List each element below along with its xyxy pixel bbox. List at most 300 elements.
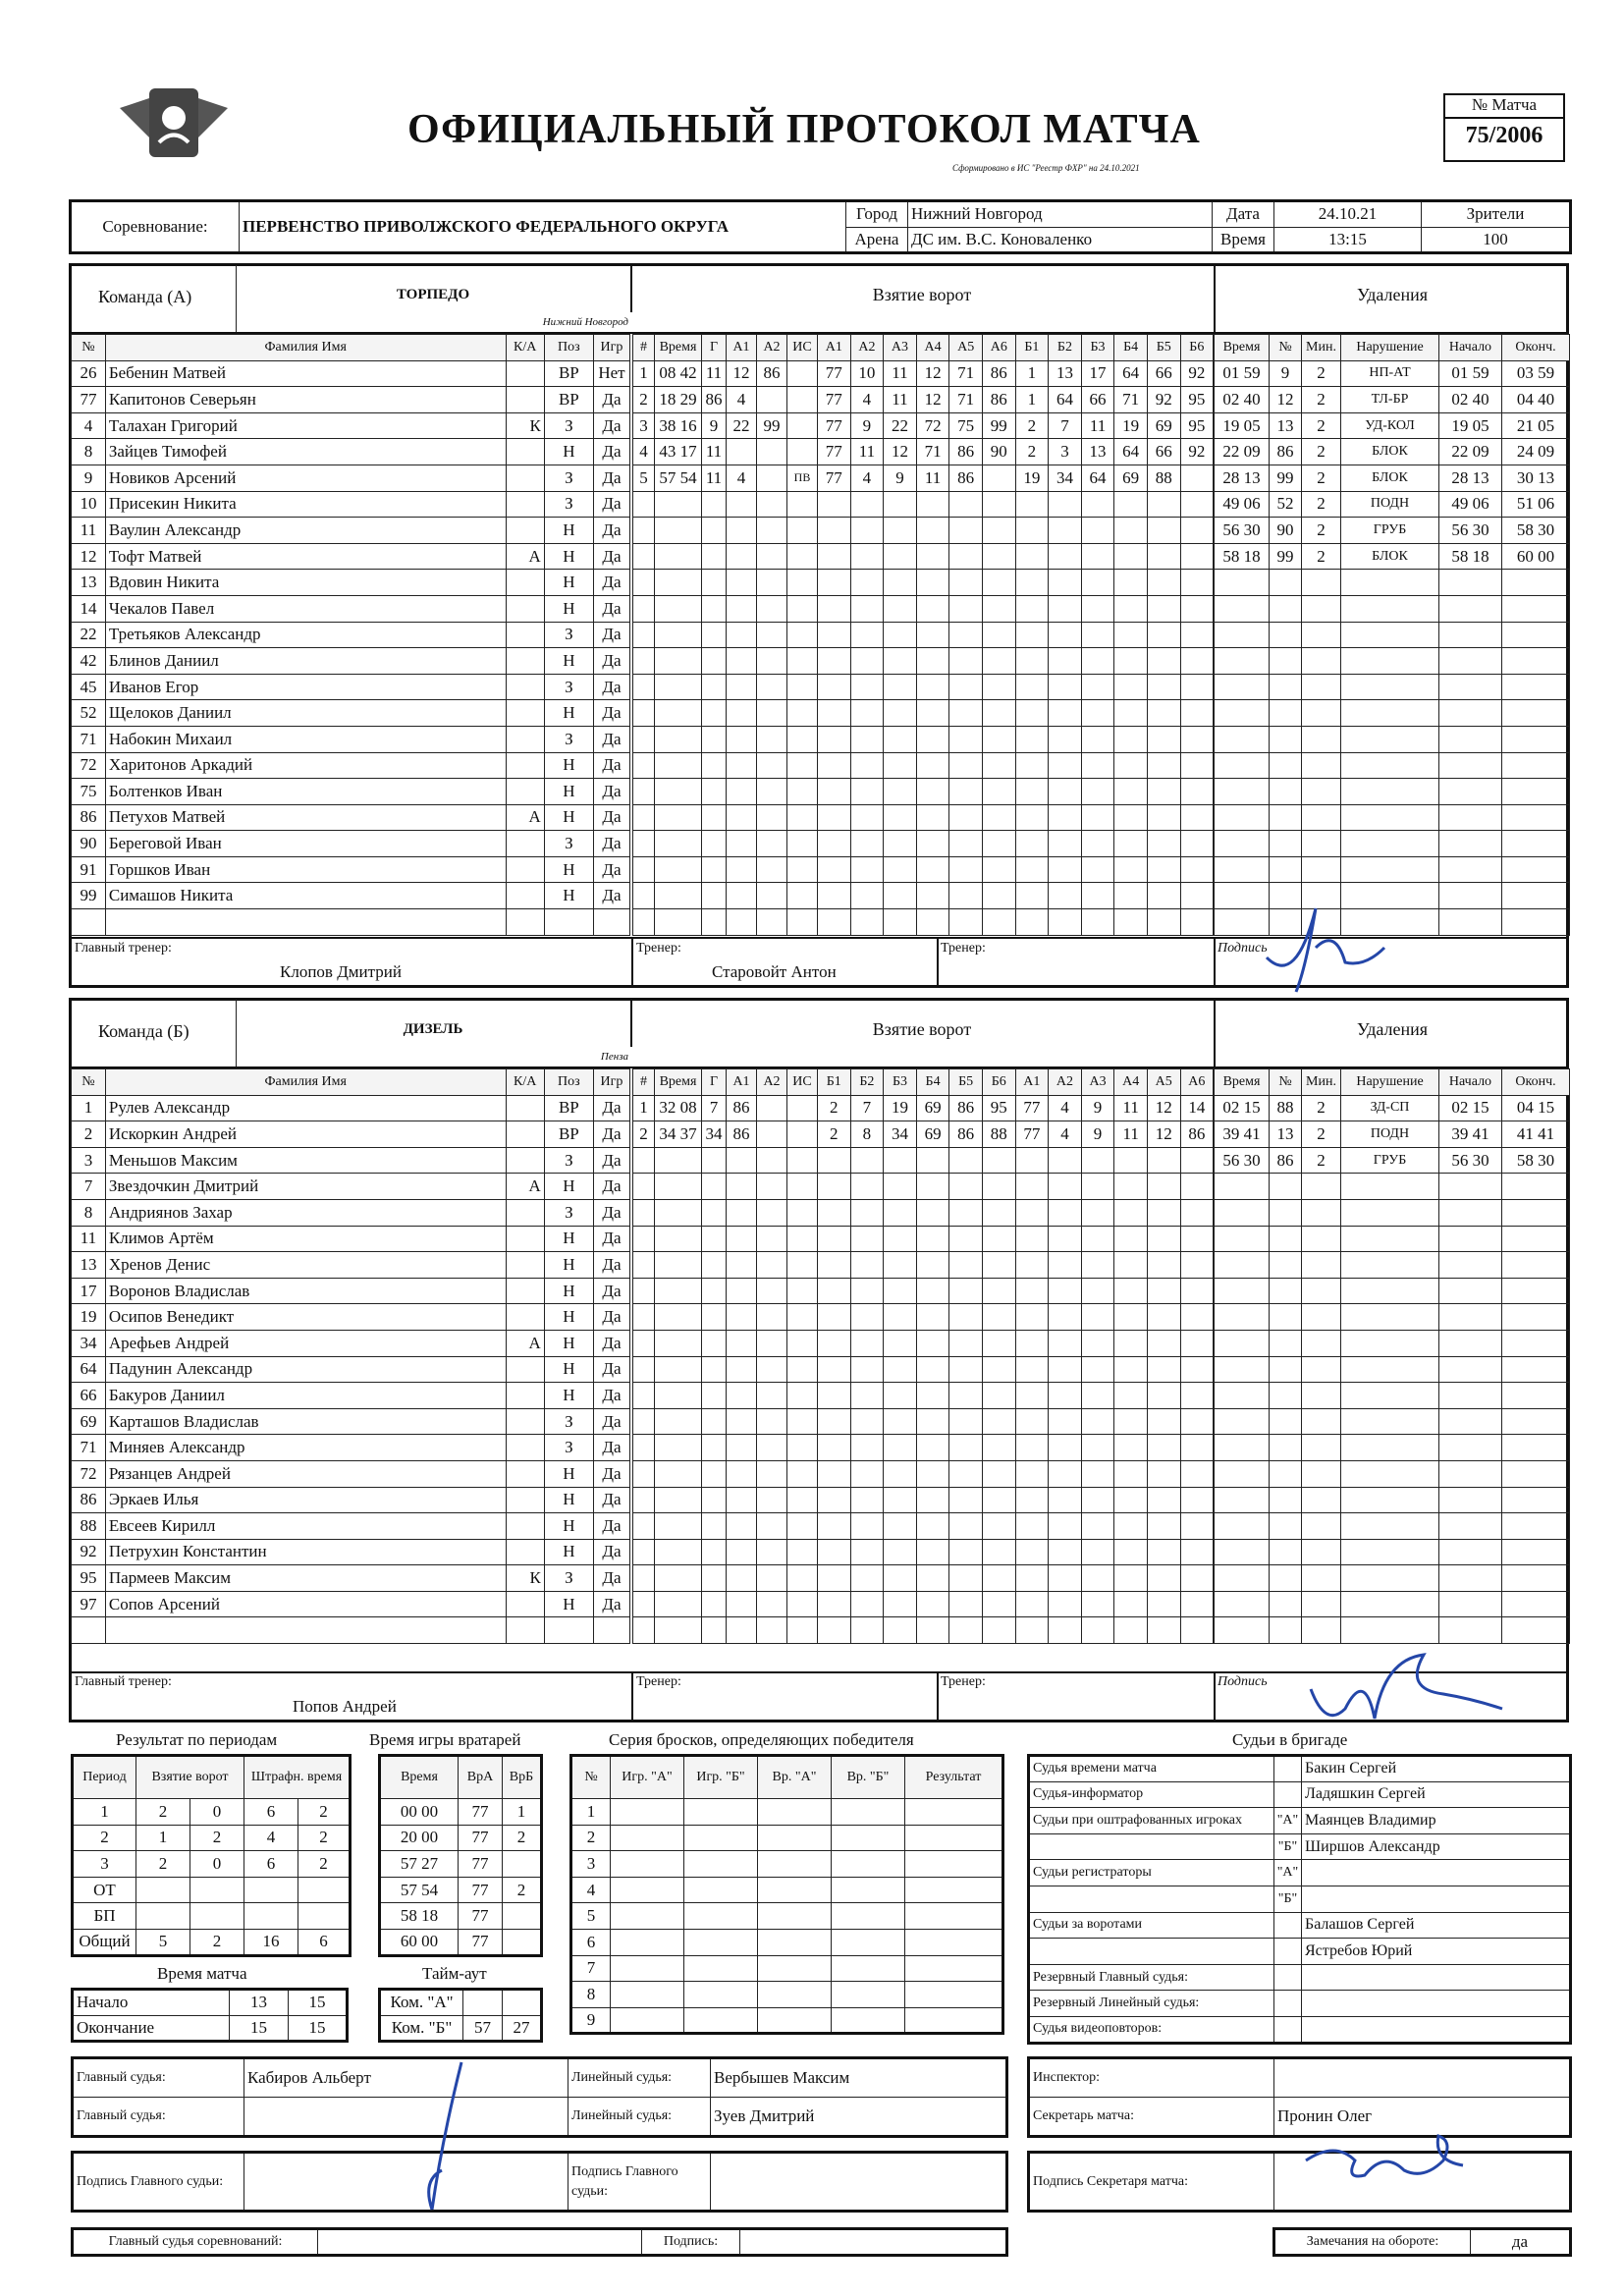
- team_a-city: Нижний Новгород: [542, 316, 628, 328]
- team_b-pen-cell: [1341, 1408, 1439, 1435]
- officials-role: Судья-информатор: [1029, 1781, 1274, 1808]
- team_a-goal-cell: [850, 595, 884, 622]
- shootout-row: [571, 1825, 1003, 1851]
- team_a-penalty-row: [1215, 622, 1570, 648]
- team_a-penalty-row: [1215, 856, 1570, 883]
- team_b-goal-cell: [916, 1356, 949, 1383]
- team_a-goal-cell: 66: [1081, 387, 1114, 413]
- team_a-roster-cell: ВР: [544, 360, 593, 387]
- team_b-goal-cell: 77: [1015, 1095, 1049, 1121]
- team_a-goal-row: [633, 622, 1214, 648]
- team_b-goal-cell: [1114, 1435, 1148, 1461]
- officials-role: Судьи регистраторы: [1029, 1860, 1274, 1886]
- team_b-goal-cell: [787, 1095, 818, 1121]
- periods-cell: [244, 1903, 298, 1930]
- team_b-goal-cell: [702, 1304, 727, 1331]
- team_b-goal-cell: [1114, 1591, 1148, 1617]
- team_b-goal-cell: [655, 1304, 702, 1331]
- team_b-goal-cell: [1081, 1408, 1114, 1435]
- shootout-cell: [905, 1955, 1003, 1982]
- team_a-roster-cell: Н: [544, 543, 593, 570]
- officials-role: Судьи при оштрафованных игроках: [1029, 1808, 1274, 1834]
- team_b-roster-head-4: Игр: [593, 1069, 629, 1096]
- team_b-pen-cell: 02 15: [1439, 1095, 1502, 1121]
- team_b-goal-cell: [1049, 1356, 1082, 1383]
- team_b-pen-cell: 13: [1270, 1121, 1302, 1148]
- officials-row: [1029, 2016, 1571, 2043]
- team_a-goal-cell: [757, 595, 787, 622]
- team_b-goal-cell: [884, 1356, 917, 1383]
- team_b-goal-cell: [1114, 1147, 1148, 1174]
- team_a-roster-head-2: К/А: [506, 335, 544, 361]
- team_a-goal-cell: [787, 518, 818, 544]
- team_a-goal-cell: [655, 648, 702, 675]
- team_b-goal-cell: [850, 1304, 884, 1331]
- shootout-cell: [758, 1825, 832, 1851]
- team_a-goal-cell: [702, 700, 727, 727]
- team_a-goal-cell: [850, 752, 884, 779]
- periods-cell: [136, 1877, 190, 1903]
- team_b-goal-cell: [982, 1565, 1015, 1592]
- team_b-goal-cell: 77: [1015, 1121, 1049, 1148]
- team_b-roster-cell: Эркаев Илья: [105, 1487, 506, 1513]
- team_b-pen-cell: 04 15: [1502, 1095, 1570, 1121]
- goalie-head-1: ВрА: [459, 1756, 503, 1799]
- team_a-goal-cell: [916, 622, 949, 648]
- team_a-roster-cell: Н: [544, 856, 593, 883]
- team_b-pen-cell: [1502, 1383, 1570, 1409]
- team_b-goal-row: [633, 1304, 1214, 1331]
- team_a-pen-head-5: Оконч.: [1502, 335, 1570, 361]
- team_b-goal-cell: [787, 1383, 818, 1409]
- team_b-roster-row: [72, 1460, 630, 1487]
- team_b-penalty-row: [1215, 1095, 1570, 1121]
- team_a-goal-cell: [702, 491, 727, 518]
- team_b-pen-cell: [1302, 1174, 1341, 1200]
- team_a-goal-cell: [850, 779, 884, 805]
- team_a-goal-cell: [633, 543, 655, 570]
- team_b-goal-cell: 34: [702, 1121, 727, 1148]
- team_b-goal-cell: [727, 1487, 757, 1513]
- officials-row: [1029, 1939, 1571, 1965]
- team_a-roster-cell: [506, 570, 544, 596]
- shootout-row: [571, 1851, 1003, 1878]
- goalie-cell: [503, 1903, 542, 1930]
- team_a-roster-cell: З: [544, 622, 593, 648]
- team_b-goal-row: [633, 1539, 1214, 1565]
- team_a-goal-cell: [757, 726, 787, 752]
- team_b-pen-cell: [1215, 1435, 1270, 1461]
- team_b-goal-cell: [916, 1460, 949, 1487]
- team_a-pen-cell: [1215, 726, 1270, 752]
- team_b-goal-cell: 19: [884, 1095, 917, 1121]
- shootout-cell: [905, 1903, 1003, 1930]
- team_b-goal-cell: [1049, 1487, 1082, 1513]
- team_a-roster-cell: Н: [544, 518, 593, 544]
- team_a-roster-cell: [72, 909, 106, 936]
- team_a-penalty-row: [1215, 570, 1570, 596]
- team_a-goal-cell: 88: [1147, 465, 1180, 491]
- team_b-roster-cell: [105, 1617, 506, 1644]
- team_b-roster-cell: [506, 1513, 544, 1540]
- team_a-goal-cell: [1049, 674, 1082, 700]
- team_a-label: Команда (А): [98, 287, 192, 306]
- team_a-goal-cell: 95: [1180, 412, 1214, 439]
- team_b-goal-row: [633, 1408, 1214, 1435]
- periods-cell: 5: [136, 1929, 190, 1955]
- team_b-penalty-row: [1215, 1591, 1570, 1617]
- team_b-roster-cell: 64: [72, 1356, 106, 1383]
- team_a-goal-cell: [727, 674, 757, 700]
- team_a-goal-cell: [949, 543, 983, 570]
- team_b-roster-cell: 69: [72, 1408, 106, 1435]
- goalie-cell: 57 54: [380, 1877, 459, 1903]
- team_a-roster-cell: А: [506, 543, 544, 570]
- team_b-goal-cell: [757, 1226, 787, 1252]
- team_a-roster-cell: 91: [72, 856, 106, 883]
- team_a-pen-cell: 99: [1270, 465, 1302, 491]
- team_b-goal-cell: [884, 1199, 917, 1226]
- team_b-goal-cell: [787, 1199, 818, 1226]
- line-referee-label: Линейный судья:: [568, 2058, 711, 2098]
- team_b-roster-cell: Да: [593, 1252, 629, 1279]
- team_a-goal-cell: [757, 543, 787, 570]
- team_a-goal-cell: [884, 883, 917, 909]
- team_a-goal-cell: [1081, 779, 1114, 805]
- team_a-goal-cell: [757, 387, 787, 413]
- team_b-goal-cell: 1: [633, 1095, 655, 1121]
- team_b-goal-cell: [850, 1174, 884, 1200]
- team_b-goal-cell: [1049, 1383, 1082, 1409]
- team_b-goal-cell: [1147, 1330, 1180, 1356]
- team_b-penalty-row: [1215, 1356, 1570, 1383]
- team-a-coach2-label: Тренер:: [941, 941, 986, 956]
- sig-main2-field: [711, 2153, 1007, 2212]
- team_b-roster-cell: Да: [593, 1460, 629, 1487]
- team_b-goal-cell: [916, 1278, 949, 1304]
- arena: ДС им. В.С. Коноваленко: [908, 227, 1213, 253]
- periods-row: [73, 1903, 351, 1930]
- team_a-goal-cell: [850, 570, 884, 596]
- team_a-goal-cell: [884, 909, 917, 936]
- team_b-goal-cell: [982, 1435, 1015, 1461]
- team_b-roster-cell: Да: [593, 1330, 629, 1356]
- officials-row: [1029, 1860, 1571, 1886]
- team_a-goal-cell: [787, 439, 818, 465]
- officials-role: [1029, 1886, 1274, 1912]
- team_a-roster-cell: [506, 622, 544, 648]
- team_b-goal-cell: [949, 1513, 983, 1540]
- team_b-goal-cell: [949, 1356, 983, 1383]
- team_b-roster-row: [72, 1121, 630, 1148]
- team_b-roster-cell: Воронов Владислав: [105, 1278, 506, 1304]
- team_b-goal-cell: [655, 1147, 702, 1174]
- team_a-goal-cell: [727, 856, 757, 883]
- team_b-goal-cell: [757, 1408, 787, 1435]
- team_a-goals-head-6: А1: [818, 335, 851, 361]
- team_b-goal-row: [633, 1226, 1214, 1252]
- officials-name: [1302, 1886, 1571, 1912]
- team_a-roster-row: [72, 674, 630, 700]
- team_a-pen-cell: [1215, 595, 1270, 622]
- team_b-roster-row: [72, 1095, 630, 1121]
- team_a-goal-cell: [850, 491, 884, 518]
- team_b-goal-cell: [1015, 1199, 1049, 1226]
- team_a-goal-row: [633, 465, 1214, 491]
- team_a-goal-cell: [1147, 674, 1180, 700]
- team_b-roster-cell: 97: [72, 1591, 106, 1617]
- team_b-goal-cell: [1015, 1408, 1049, 1435]
- team_b-goal-cell: [655, 1356, 702, 1383]
- team_a-goal-cell: [982, 726, 1015, 752]
- team_b-goal-cell: [884, 1565, 917, 1592]
- team_b-goal-cell: [787, 1435, 818, 1461]
- team_b-goal-cell: [916, 1408, 949, 1435]
- team_a-pen-cell: [1341, 752, 1439, 779]
- team_a-goal-cell: [949, 726, 983, 752]
- team_a-goal-cell: [818, 595, 851, 622]
- team_a-pen-cell: [1302, 595, 1341, 622]
- team_a-roster-cell: [506, 779, 544, 805]
- shootout-row: [571, 1903, 1003, 1930]
- team_a-goal-cell: 86: [982, 360, 1015, 387]
- team_a-goal-cell: [702, 856, 727, 883]
- team_b-goal-cell: [818, 1278, 851, 1304]
- team_a-goal-cell: [1015, 700, 1049, 727]
- team_b-goal-cell: [727, 1356, 757, 1383]
- shootout-cell: [611, 1825, 684, 1851]
- team_a-pen-cell: [1502, 752, 1570, 779]
- team_b-penalty-row: [1215, 1383, 1570, 1409]
- team_a-goal-cell: [702, 570, 727, 596]
- team_b-goal-cell: [1015, 1252, 1049, 1279]
- team_a-pen-cell: 60 00: [1502, 543, 1570, 570]
- team_b-goal-cell: [818, 1487, 851, 1513]
- team_b-pen-cell: [1302, 1591, 1341, 1617]
- team_a-goal-cell: [1147, 700, 1180, 727]
- team_a-pen-cell: [1270, 674, 1302, 700]
- team_a-goal-cell: [727, 595, 757, 622]
- team_b-goal-cell: [1147, 1304, 1180, 1331]
- team-a-coach-signature: [1257, 889, 1394, 997]
- team_b-goal-row: [633, 1617, 1214, 1644]
- team_b-pen-cell: [1502, 1591, 1570, 1617]
- team_a-goal-cell: [1180, 883, 1214, 909]
- goalie-row: [380, 1903, 542, 1930]
- team_a-goal-cell: [787, 726, 818, 752]
- shootout-cell: 4: [571, 1877, 611, 1903]
- team_b-goal-cell: [949, 1330, 983, 1356]
- team_a-roster-cell: Харитонов Аркадий: [105, 752, 506, 779]
- team_b-roster-row: [72, 1278, 630, 1304]
- goalie-cell: 60 00: [380, 1929, 459, 1955]
- team_a-penalty-row: [1215, 543, 1570, 570]
- team_a-goal-cell: [633, 804, 655, 831]
- team_a-goal-cell: [1180, 543, 1214, 570]
- team_a-goal-cell: 1: [1015, 387, 1049, 413]
- team_a-goal-cell: [850, 674, 884, 700]
- team_b-goal-row: [633, 1460, 1214, 1487]
- team_b-goal-cell: [757, 1617, 787, 1644]
- shootout-cell: [832, 1851, 905, 1878]
- team_a-roster-cell: [506, 439, 544, 465]
- team_b-pen-cell: ЗД-СП: [1341, 1095, 1439, 1121]
- team_b-goal-cell: [1147, 1252, 1180, 1279]
- goalie-cell: [503, 1929, 542, 1955]
- periods-cell: 2: [136, 1799, 190, 1826]
- team_a-roster-cell: Н: [544, 648, 593, 675]
- team_a-goal-row: [633, 543, 1214, 570]
- team_b-goal-cell: [727, 1539, 757, 1565]
- team_a-pen-cell: [1341, 700, 1439, 727]
- team_a-goal-cell: [1180, 648, 1214, 675]
- team_b-goal-cell: [727, 1591, 757, 1617]
- team_a-roster-cell: [506, 883, 544, 909]
- team_a-goal-row: [633, 883, 1214, 909]
- team_b-goal-cell: [787, 1591, 818, 1617]
- team_a-goal-cell: [757, 883, 787, 909]
- team_a-roster-cell: Иванов Егор: [105, 674, 506, 700]
- team_b-goal-cell: [818, 1199, 851, 1226]
- team_a-goal-cell: [818, 570, 851, 596]
- team_b-roster-cell: [506, 1095, 544, 1121]
- team_a-goal-cell: [982, 518, 1015, 544]
- team_a-roster-cell: 52: [72, 700, 106, 727]
- team_a-goal-cell: [1114, 856, 1148, 883]
- team_b-roster-cell: [506, 1408, 544, 1435]
- team_a-penalty-row: [1215, 518, 1570, 544]
- team_b-goal-cell: [1180, 1330, 1214, 1356]
- team_b-pen-head-2: Мин.: [1302, 1069, 1341, 1096]
- team_b-goal-cell: [949, 1304, 983, 1331]
- team_b-roster-cell: 7: [72, 1174, 106, 1200]
- team_a-roster-cell: 13: [72, 570, 106, 596]
- team_b-goal-cell: 2: [818, 1121, 851, 1148]
- shootout-cell: [905, 1825, 1003, 1851]
- team_a-goal-cell: [949, 831, 983, 857]
- team_a-penalty-row: [1215, 804, 1570, 831]
- team_a-goal-cell: [655, 518, 702, 544]
- team_b-goal-cell: [1049, 1435, 1082, 1461]
- team_a-pen-cell: [1439, 752, 1502, 779]
- team_a-goal-cell: [655, 883, 702, 909]
- team_a-goal-cell: 19: [1015, 465, 1049, 491]
- sign-field: [740, 2229, 1007, 2256]
- team_a-pen-cell: [1502, 674, 1570, 700]
- team_b-goal-row: [633, 1174, 1214, 1200]
- team_a-pen-cell: [1341, 648, 1439, 675]
- team_a-roster-cell: 4: [72, 412, 106, 439]
- team_a-roster-cell: [506, 387, 544, 413]
- team_a-goal-row: [633, 726, 1214, 752]
- team_b-goal-cell: 12: [1147, 1095, 1180, 1121]
- team_b-roster-cell: 17: [72, 1278, 106, 1304]
- team_b-goal-cell: [787, 1565, 818, 1592]
- periods-cell: 6: [244, 1799, 298, 1826]
- periods-cell: 2: [73, 1825, 136, 1851]
- team_a-goal-cell: [949, 779, 983, 805]
- team_a-pen-cell: 2: [1302, 465, 1341, 491]
- goalie-cell: 2: [503, 1877, 542, 1903]
- team_a-goal-cell: 11: [916, 465, 949, 491]
- team_a-roster-cell: [506, 595, 544, 622]
- team_b-goal-row: [633, 1278, 1214, 1304]
- team_b-goal-cell: [1114, 1330, 1148, 1356]
- team_b-goal-cell: [949, 1591, 983, 1617]
- periods-cell: 2: [136, 1851, 190, 1878]
- team_a-roster-row: [72, 856, 630, 883]
- team_b-pen-cell: [1302, 1408, 1341, 1435]
- team_a-goal-cell: [1147, 856, 1180, 883]
- team_a-pen-cell: [1270, 831, 1302, 857]
- team_b-roster-cell: Н: [544, 1487, 593, 1513]
- team_b-goal-cell: [1114, 1278, 1148, 1304]
- team_a-goal-cell: [949, 491, 983, 518]
- team_b-goal-cell: [787, 1121, 818, 1148]
- team_a-pen-cell: [1270, 570, 1302, 596]
- team_a-goal-cell: [787, 752, 818, 779]
- officials-name: Маянцев Владимир: [1302, 1808, 1571, 1834]
- team_a-goal-cell: [884, 779, 917, 805]
- timeout-b-m: 57: [463, 2015, 503, 2042]
- team_b-goal-cell: [1147, 1435, 1180, 1461]
- team_a-pen-cell: [1439, 779, 1502, 805]
- team_a-goal-row: [633, 595, 1214, 622]
- team_a-roster-cell: Ваулин Александр: [105, 518, 506, 544]
- team_b-goal-cell: [1049, 1147, 1082, 1174]
- team_a-pen-cell: 51 06: [1502, 491, 1570, 518]
- timeout-b-s: 27: [503, 2015, 542, 2042]
- team_a-goal-cell: 12: [916, 360, 949, 387]
- team_a-goal-cell: 66: [1147, 360, 1180, 387]
- team_a-pen-cell: [1215, 674, 1270, 700]
- team_a-goal-cell: [916, 779, 949, 805]
- team_a-pen-cell: УД-КОЛ: [1341, 412, 1439, 439]
- team_a-goal-cell: [787, 804, 818, 831]
- team_b-goal-cell: 12: [1147, 1121, 1180, 1148]
- team_a-goal-cell: 3: [633, 412, 655, 439]
- coach-a-sep2: [937, 937, 939, 988]
- team_b-roster-row: [72, 1383, 630, 1409]
- competition-name: ПЕРВЕНСТВО ПРИВОЛЖСКОГО ФЕДЕРАЛЬНОГО ОКРУГА: [240, 201, 846, 253]
- team_b-goal-cell: [702, 1487, 727, 1513]
- inspector-label: Инспектор:: [1029, 2058, 1274, 2098]
- team_b-goal-cell: [655, 1383, 702, 1409]
- team_a-pen-cell: [1270, 856, 1302, 883]
- team_a-roster-cell: Чекалов Павел: [105, 595, 506, 622]
- team_b-roster-cell: [506, 1121, 544, 1148]
- team_b-goal-cell: [1049, 1330, 1082, 1356]
- team_b-goal-cell: [633, 1513, 655, 1540]
- officials-role: [1029, 1939, 1274, 1965]
- team_b-goal-cell: [1114, 1513, 1148, 1540]
- team_a-goal-cell: [787, 543, 818, 570]
- team_b-goal-cell: [1180, 1460, 1214, 1487]
- team_a-goal-cell: [884, 752, 917, 779]
- team_b-goals-head-16: А5: [1147, 1069, 1180, 1096]
- team_a-goal-cell: [1114, 491, 1148, 518]
- team_b-goal-cell: [818, 1513, 851, 1540]
- shootout-cell: 6: [571, 1929, 611, 1955]
- goalie-cell: 77: [459, 1929, 503, 1955]
- team_b-roster-cell: Рязанцев Андрей: [105, 1460, 506, 1487]
- team_a-roster-cell: 42: [72, 648, 106, 675]
- team_a-goal-cell: [702, 883, 727, 909]
- team_a-goal-cell: [787, 674, 818, 700]
- team_b-goal-cell: [727, 1330, 757, 1356]
- team_a-goals-head-7: А2: [850, 335, 884, 361]
- remarks-label: Замечания на обороте:: [1274, 2229, 1471, 2256]
